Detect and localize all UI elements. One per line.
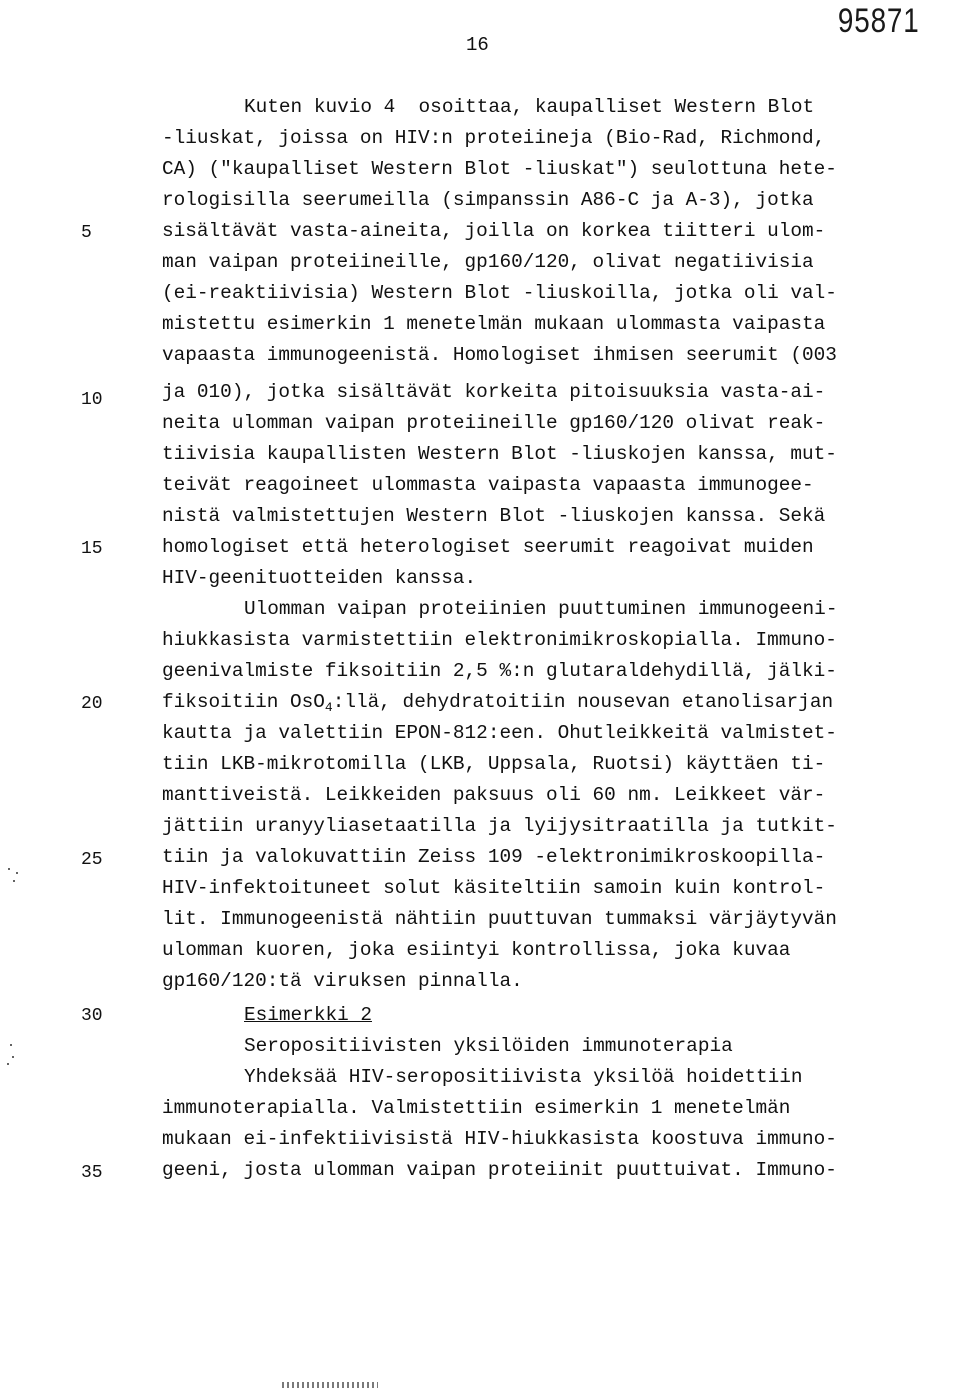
text-line: homologiset että heterologiset seerumit reagoivat muiden [162,536,814,558]
line-number: 20 [81,694,103,714]
text-fragment: :llä, dehydratoitiin nousevan etanolisarjan [332,691,834,713]
line-number: 15 [81,539,103,559]
text-line: tiivisia kaupallisten Western Blot -liuskojen kanssa, mut- [162,443,837,465]
text-line: rologisilla seerumeilla (simpanssin A86-C ja A-3), jotka [162,189,814,211]
text-line: teivät reagoineet ulommasta vaipasta vapaasta immunogee- [162,474,814,496]
text-line: mukaan ei-infektiivisistä HIV-hiukkasista koostuva immuno- [162,1128,837,1150]
text-line: hiukkasista varmistettiin elektronimikroskopialla. Immuno- [162,629,837,651]
line-number: 10 [81,390,103,410]
subscript: 4 [324,700,333,715]
text-line: tiin ja valokuvattiin Zeiss 109 -elektronimikroskoopilla- [162,846,826,868]
scan-speck [13,880,15,882]
text-line: Kuten kuvio 4 osoittaa, kaupalliset Western Blot [244,96,815,118]
scan-speck [16,872,18,874]
text-line: man vaipan proteiineille, gp160/120, olivat negatiivisia [162,251,814,273]
section-subheading: Seropositiivisten yksilöiden immunoterapia [244,1035,733,1057]
text-line: ja 010), jotka sisältävät korkeita pitoisuuksia vasta-ai- [162,381,826,403]
text-line: manttiveistä. Leikkeiden paksuus oli 60 nm. Leikkeet vär- [162,784,826,806]
line-number: 5 [81,223,92,243]
text-line: ulomman kuoren, joka esiintyi kontrollissa, joka kuvaa [162,939,791,961]
text-fragment: fiksoitiin OsO [162,691,325,713]
scan-artifact [282,1382,378,1388]
line-number: 35 [81,1163,103,1183]
line-number: 25 [81,850,103,870]
text-line: jättiin uranyyliasetaatilla ja lyijysitraatilla ja tutkit- [162,815,837,837]
text-line: nistä valmistettujen Western Blot -liuskojen kanssa. Sekä [162,505,826,527]
text-line: mistettu esimerkin 1 menetelmän mukaan ulommasta vaipasta [162,313,826,335]
text-line: lit. Immunogeenistä nähtiin puuttuvan tummaksi värjäytyvän [162,908,837,930]
text-line: kautta ja valettiin EPON-812:een. Ohutleikkeitä valmistet- [162,722,837,744]
text-line: Ulomman vaipan proteiinien puuttuminen immunogeeni- [244,598,838,620]
text-line: gp160/120:tä viruksen pinnalla. [162,970,523,992]
text-line: sisältävät vasta-aineita, joilla on korkea tiitteri ulom- [162,220,826,242]
text-line: HIV-infektoituneet solut käsiteltiin samoin kuin kontrol- [162,877,826,899]
scan-speck [10,1044,12,1046]
text-line: immunoterapialla. Valmistettiin esimerkin 1 menetelmän [162,1097,791,1119]
patent-number: 95871 [838,2,920,40]
scan-speck [7,1063,9,1065]
text-line: Yhdeksää HIV-seropositiivista yksilöä hoidettiin [244,1066,803,1088]
section-heading: Esimerkki 2 [244,1004,372,1026]
page-number: 16 [466,34,489,56]
text-line: geeni, josta ulomman vaipan proteiinit puuttuivat. Immuno- [162,1159,837,1181]
text-line: -liuskat, joissa on HIV:n proteiineja (Bio-Rad, Richmond, [162,127,826,149]
text-line: neita ulomman vaipan proteiineille gp160/120 olivat reak- [162,412,826,434]
text-line: tiin LKB-mikrotomilla (LKB, Uppsala, Ruotsi) käyttäen ti- [162,753,826,775]
text-line: (ei-reaktiivisia) Western Blot -liuskoilla, jotka oli val- [162,282,837,304]
text-line: CA) ("kaupalliset Western Blot -liuskat") seulottuna hete- [162,158,837,180]
text-line: geenivalmiste fiksoitiin 2,5 %:n glutaraldehydillä, jälki- [162,660,837,682]
line-number: 30 [81,1006,103,1026]
scan-speck [8,868,10,870]
text-line: HIV-geenituotteiden kanssa. [162,567,477,589]
scan-speck [12,1056,14,1058]
text-line: vapaasta immunogeenistä. Homologiset ihmisen seerumit (003 [162,344,837,366]
